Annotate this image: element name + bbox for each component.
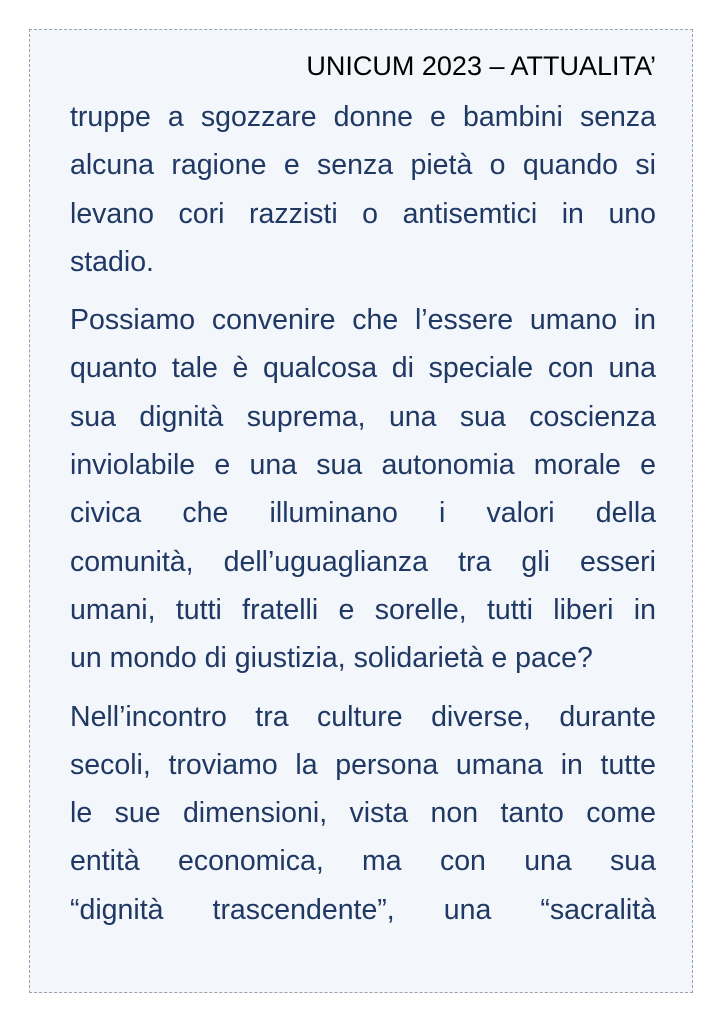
running-header: UNICUM 2023 – ATTUALITA’ — [306, 51, 656, 81]
text-line: “dignità trascendente”, una “sacralità — [70, 893, 656, 926]
paragraph-2 — [70, 296, 656, 682]
text-line: Possiamo convenire che l’essere umano in — [70, 304, 656, 337]
paragraph-spacing — [70, 683, 656, 693]
text-line: sua dignità suprema, una sua coscienza — [70, 400, 656, 433]
text-line: quanto tale è qualcosa di speciale con una — [70, 352, 656, 385]
document-body — [70, 93, 656, 934]
text-line: civica che illuminano i valori della — [70, 497, 656, 530]
text-line: levano cori razzisti o antisemtici in uno — [70, 197, 656, 230]
paragraph-3 — [70, 693, 656, 934]
text-line: un mondo di giustizia, solidarietà e pace? — [70, 642, 593, 675]
text-line: umani, tutti fratelli e sorelle, tutti liberi in — [70, 593, 656, 626]
paragraph-spacing — [70, 286, 656, 296]
text-line: truppe a sgozzare donne e bambini senza — [70, 101, 656, 133]
text-line: comunità, dell’uguaglianza tra gli esseri — [70, 545, 656, 578]
text-line: Nell’incontro tra culture diverse, durante — [70, 700, 656, 733]
text-line: stadio. — [70, 245, 154, 278]
text-line: le sue dimensioni, vista non tanto come — [70, 797, 656, 830]
text-line: alcuna ragione e senza pietà o quando si — [70, 149, 656, 182]
text-line: secoli, troviamo la persona umana in tutte — [70, 748, 656, 781]
text-line: inviolabile e una sua autonomia morale e — [70, 449, 656, 482]
paragraph-1 — [70, 93, 656, 286]
text-line: entità economica, ma con una sua — [70, 845, 656, 878]
